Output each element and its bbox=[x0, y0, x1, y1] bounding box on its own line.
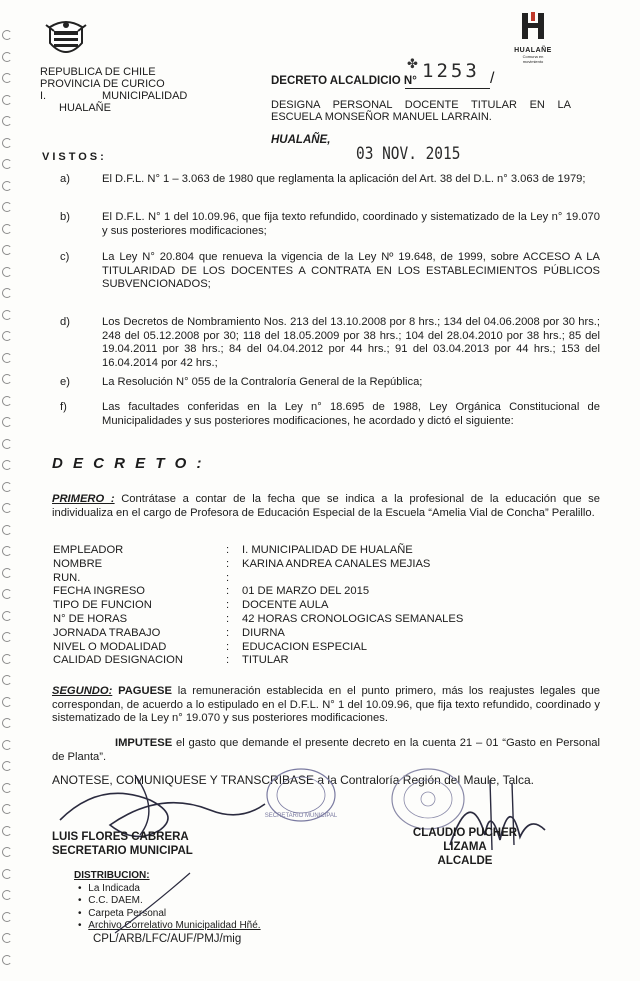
binding-ring bbox=[2, 890, 12, 900]
field-label: TIPO DE FUNCION bbox=[53, 599, 152, 612]
chile-coat-of-arms-logo bbox=[44, 17, 88, 61]
field-row bbox=[53, 599, 593, 613]
field-label: EMPLEADOR bbox=[53, 544, 124, 556]
binding-ring bbox=[2, 202, 12, 212]
field-colon: : bbox=[226, 585, 230, 598]
field-colon: : bbox=[226, 626, 230, 639]
distribution-item: • C.C. DAEM. bbox=[78, 895, 143, 907]
stamp-text: SECRETARIO MUNICIPAL bbox=[264, 813, 338, 819]
logo-text: HUALAÑE bbox=[514, 47, 552, 54]
binding-ring bbox=[2, 288, 12, 298]
binding-ring bbox=[2, 159, 12, 169]
segundo-bold: PAGUESE bbox=[118, 685, 172, 697]
field-label: JORNADA TRABAJO bbox=[53, 626, 161, 639]
vistos-mark: e) bbox=[60, 376, 70, 388]
primero-paragraph bbox=[52, 493, 600, 520]
binding-ring bbox=[2, 761, 12, 771]
vistos-mark: f) bbox=[60, 401, 67, 413]
binding-ring bbox=[2, 546, 12, 556]
binding-ring bbox=[2, 568, 12, 578]
field-row bbox=[53, 544, 593, 558]
field-value: 42 HORAS CRONOLOGICAS SEMANALES bbox=[242, 613, 464, 625]
distribution-item: • Archivo Correlativo Municipalidad Hñé. bbox=[78, 920, 261, 932]
field-label: NOMBRE bbox=[53, 557, 103, 570]
primero-text: Contrátase a contar de la fecha que se indica a la profesional de la educación que se individualiza en el cargo de Profesora de Educación Especial de la Escuela “Amelia Vial de Concha” Peralillo. bbox=[52, 493, 600, 519]
segundo-paragraph bbox=[52, 685, 600, 726]
field-value: I. MUNICIPALIDAD DE HUALAÑE bbox=[242, 544, 413, 556]
field-row bbox=[53, 627, 593, 641]
vistos-text: Las facultades conferidas en la Ley n° 18.695 de 1988, Ley Orgánica Constitucional de Municipalidades y sus posteriores modificaciones, he acordado y dictó el siguiente: bbox=[102, 401, 600, 427]
hualane-h-icon bbox=[517, 10, 549, 42]
binding-ring bbox=[2, 675, 12, 685]
right-signatory-role: ALCALDE bbox=[437, 855, 493, 867]
left-signatory-role: SECRETARIO MUNICIPAL bbox=[52, 845, 193, 857]
binding-ring bbox=[2, 30, 12, 40]
binding-ring bbox=[2, 224, 12, 234]
left-signatory-name: LUIS FLORES CABRERA bbox=[52, 831, 189, 843]
binding-ring bbox=[2, 933, 12, 943]
binding-ring bbox=[2, 116, 12, 126]
binding-ring bbox=[2, 869, 12, 879]
field-colon: : bbox=[226, 640, 230, 653]
field-colon: : bbox=[226, 544, 230, 556]
hualane-logo bbox=[513, 10, 553, 64]
binding-ring bbox=[2, 826, 12, 836]
header-i: I. bbox=[40, 90, 47, 102]
field-row bbox=[53, 585, 593, 599]
field-value: TITULAR bbox=[242, 654, 289, 667]
vistos-text: El D.F.L. N° 1 del 10.09.96, que fija texto refundido, coordinado y sistematizado de la Ley n° 19.070 y sus posteriores modificaciones; bbox=[102, 211, 600, 237]
field-value: EDUCACION ESPECIAL bbox=[242, 640, 367, 653]
place: HUALAÑE, bbox=[271, 134, 331, 146]
header-province: PROVINCIA DE CURICO bbox=[40, 78, 165, 90]
distribution-item: • La Indicada bbox=[78, 883, 140, 894]
decree-label: DECRETO ALCALDICIO N° bbox=[271, 75, 417, 87]
distribution-item-text: Archivo Correlativo Municipalidad Hñé. bbox=[88, 920, 261, 932]
binding-ring bbox=[2, 95, 12, 105]
logo-subtext: Comuna en movimiento bbox=[522, 54, 544, 64]
field-label: CALIDAD DESIGNACION bbox=[53, 654, 183, 667]
binding-ring bbox=[2, 310, 12, 320]
field-value: DIURNA bbox=[242, 626, 285, 639]
binding-ring bbox=[2, 331, 12, 341]
vistos-text: Los Decretos de Nombramiento Nos. 213 del 13.10.2008 por 8 hrs.; 134 del 04.06.2008 por 30 hrs.; 248 del 05.12.2008 por 30; 118 del 18.05.2009 por 38 hrs.; 104 del 28.04.2010 por 38 hrs.; 85 del 19.04.2011 por 38 hrs.; 84 del 04.04.2012 por 44 hrs.; 91 del 03.04.2013 por 44 hrs.; 153 del 16.04.2014 por 42 hrs.; bbox=[102, 316, 600, 369]
binding-ring bbox=[2, 181, 12, 191]
distribution-item-text: C.C. DAEM. bbox=[88, 895, 143, 907]
distribution-title: DISTRIBUCION: bbox=[74, 870, 150, 881]
binding-ring bbox=[2, 482, 12, 492]
binding-ring bbox=[2, 138, 12, 148]
decree-underline bbox=[405, 88, 490, 89]
primero-label: PRIMERO : bbox=[52, 493, 115, 505]
binding-ring bbox=[2, 396, 12, 406]
field-row bbox=[53, 613, 593, 627]
header-hualane: HUALAÑE bbox=[59, 102, 111, 114]
binding-rings bbox=[2, 30, 12, 975]
field-row bbox=[53, 654, 593, 668]
segundo-label: SEGUNDO: bbox=[52, 685, 113, 697]
binding-ring bbox=[2, 632, 12, 642]
header-left-block bbox=[40, 66, 210, 114]
field-label: NIVEL O MODALIDAD bbox=[53, 640, 167, 653]
field-value: DOCENTE AULA bbox=[242, 599, 329, 612]
header-municipality: MUNICIPALIDAD bbox=[102, 90, 188, 102]
binding-ring bbox=[2, 697, 12, 707]
vistos-title: VISTOS: bbox=[42, 151, 107, 163]
binding-ring bbox=[2, 740, 12, 750]
anotese-line: ANOTESE, COMUNIQUESE Y TRANSCRIBASE a la Contraloría Región del Maule, Talca. bbox=[52, 773, 534, 787]
vistos-text: La Resolución N° 055 de la Contraloría General de la República; bbox=[102, 376, 423, 388]
field-label: N° DE HORAS bbox=[53, 613, 128, 625]
distribution-item: • Carpeta Personal bbox=[78, 907, 167, 919]
binding-ring bbox=[2, 503, 12, 513]
binding-ring bbox=[2, 417, 12, 427]
distribution-item-text: Carpeta Personal bbox=[88, 907, 167, 919]
binding-ring bbox=[2, 718, 12, 728]
right-signatory-name: CLAUDIO PUCHER LIZAMA bbox=[412, 827, 518, 853]
field-row bbox=[53, 558, 593, 572]
vistos-mark: d) bbox=[60, 316, 70, 328]
vistos-mark: b) bbox=[60, 211, 70, 223]
binding-ring bbox=[2, 245, 12, 255]
distribution-item-text: La Indicada bbox=[88, 883, 140, 894]
right-signatory bbox=[390, 826, 540, 868]
field-colon: : bbox=[226, 654, 230, 667]
field-colon: : bbox=[226, 557, 230, 570]
binding-ring bbox=[2, 955, 12, 965]
binding-ring bbox=[2, 783, 12, 793]
binding-ring bbox=[2, 654, 12, 664]
vistos-mark: a) bbox=[60, 173, 70, 185]
vistos-text: La Ley N° 20.804 que renueva la vigencia de la Ley Nº 19.648, de 1999, sobre ACCESO A LA TITULARIDAD DE LOS DOCENTES A CONTRATA EN LOS ESTABLECIMIENTOS PÚBLICOS SUBVENCIONADOS; bbox=[102, 251, 600, 290]
decree-subject: DESIGNA PERSONAL DOCENTE TITULAR EN LA ESCUELA MONSEÑOR MANUEL LARRAIN. bbox=[271, 99, 571, 123]
vistos-text: El D.F.L. N° 1 – 3.063 de 1980 que reglamenta la aplicación del Art. 38 del D.L. n° 3.063 de 1979; bbox=[102, 173, 586, 185]
distribution-initials: CPL/ARB/LFC/AUF/PMJ/mig bbox=[93, 933, 242, 945]
decree-number: 1253 bbox=[422, 60, 480, 82]
stamp-mark-icon: ✤ bbox=[407, 56, 418, 71]
binding-ring bbox=[2, 912, 12, 922]
vistos-mark: c) bbox=[60, 251, 70, 263]
imputese-text: el gasto que demande el presente decreto en la cuenta 21 – 01 “Gasto en Personal de Planta”. bbox=[52, 737, 601, 763]
binding-ring bbox=[2, 460, 12, 470]
binding-ring bbox=[2, 847, 12, 857]
binding-ring bbox=[2, 611, 12, 621]
binding-ring bbox=[2, 589, 12, 599]
header-republic: REPUBLICA DE CHILE bbox=[40, 66, 156, 78]
left-signatory bbox=[52, 830, 193, 858]
field-row bbox=[53, 641, 593, 655]
field-colon: : bbox=[226, 613, 230, 625]
field-value: KARINA ANDREA CANALES MEJIAS bbox=[242, 557, 431, 570]
binding-ring bbox=[2, 804, 12, 814]
binding-ring bbox=[2, 525, 12, 535]
distribution-pen-mark bbox=[110, 868, 200, 938]
field-label: FECHA INGRESO bbox=[53, 585, 146, 598]
binding-ring bbox=[2, 52, 12, 62]
field-value: 01 DE MARZO DEL 2015 bbox=[242, 585, 370, 598]
field-row bbox=[53, 572, 593, 586]
segundo-text: la remuneración establecida en el punto primero, más los reajustes legales que correspondan, de acuerdo a lo estipulado en el D.F.L. N° 1 del 10.09.96, que fija texto refundido, coordinado y sistematizado de la Ley n° 19.070 y sus posteriores modificaciones. bbox=[52, 685, 601, 724]
binding-ring bbox=[2, 73, 12, 83]
binding-ring bbox=[2, 267, 12, 277]
binding-ring bbox=[2, 374, 12, 384]
field-colon: : bbox=[226, 599, 230, 612]
decree-slash: / bbox=[490, 70, 495, 87]
field-colon: : bbox=[226, 571, 230, 584]
date-stamp: 03 NOV. 2015 bbox=[356, 144, 461, 164]
field-label: RUN. bbox=[53, 571, 81, 584]
binding-ring bbox=[2, 353, 12, 363]
binding-ring bbox=[2, 439, 12, 449]
decreto-title: D E C R E T O : bbox=[52, 455, 205, 472]
imputese-bold: IMPUTESE bbox=[115, 737, 173, 749]
